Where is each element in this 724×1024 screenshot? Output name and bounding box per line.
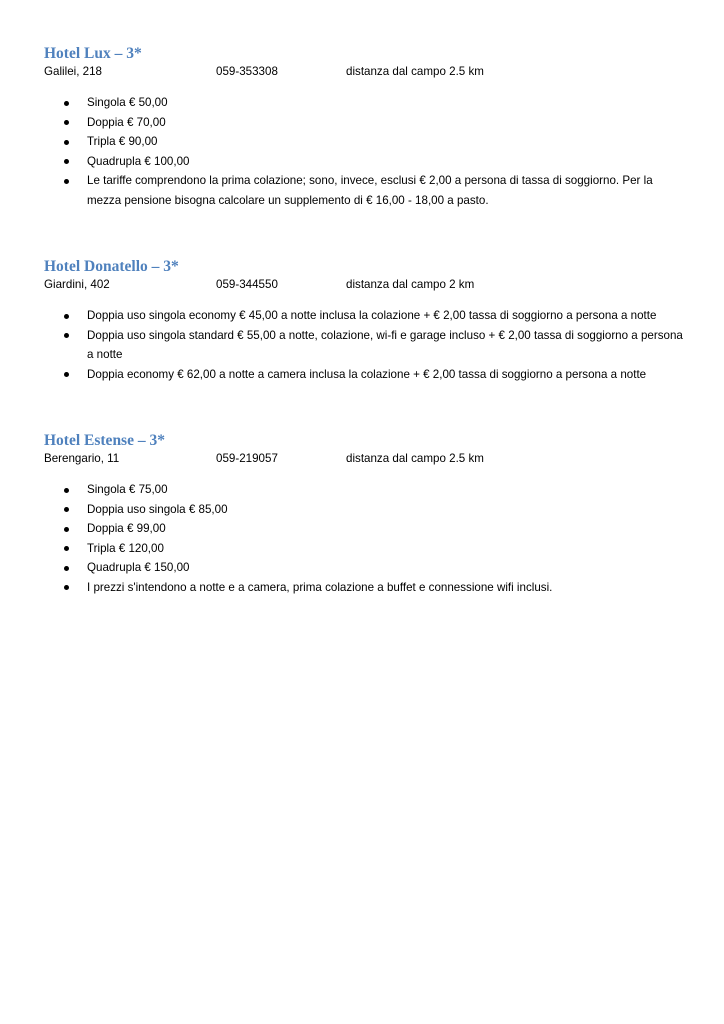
section-spacer bbox=[44, 210, 684, 253]
list-item-text: Doppia economy € 62,00 a notte a camera inclusa la colazione + € 2,00 tassa di soggiorno a persona a notte bbox=[87, 367, 647, 381]
hotel-distance: distanza dal campo 2 km bbox=[346, 278, 475, 291]
hotel-info-row bbox=[44, 277, 684, 293]
hotel-section-lux bbox=[44, 40, 684, 210]
bullet-icon bbox=[64, 179, 69, 184]
list-item-text: Quadrupla € 150,00 bbox=[87, 561, 190, 574]
bullet-icon bbox=[64, 159, 69, 164]
hotel-title: Hotel Lux – 3* bbox=[44, 45, 142, 62]
bullet-icon bbox=[64, 333, 69, 338]
list-item bbox=[44, 171, 684, 210]
list-item bbox=[44, 539, 684, 559]
hotel-section-donatello bbox=[44, 253, 684, 384]
list-item-text: I prezzi s'intendono a notte e a camera, prima colazione a buffet e connessione wifi inclusi. bbox=[87, 580, 553, 594]
hotel-title: Hotel Estense – 3* bbox=[44, 432, 165, 449]
hotel-title: Hotel Donatello – 3* bbox=[44, 258, 179, 275]
list-item bbox=[44, 500, 684, 520]
list-item-text: Doppia € 99,00 bbox=[87, 522, 166, 535]
section-spacer bbox=[44, 384, 684, 427]
list-item-text: Doppia uso singola economy € 45,00 a notte inclusa la colazione + € 2,00 tassa di soggiorno a persona a notte bbox=[87, 309, 657, 322]
list-item-text: Singola € 50,00 bbox=[87, 96, 168, 109]
list-item bbox=[44, 558, 684, 578]
list-item-text: Le tariffe comprendono la prima colazione; sono, invece, esclusi € 2,00 a persona di tassa di soggiorno. Per la mezza pensione bisogna calcolare un supplemento di € 16,00 - 18,00 a pasto. bbox=[87, 174, 653, 207]
list-item bbox=[44, 519, 684, 539]
bullet-icon bbox=[64, 585, 69, 590]
bullet-icon bbox=[64, 372, 69, 377]
list-item-text: Tripla € 90,00 bbox=[87, 135, 158, 148]
list-item bbox=[44, 578, 684, 598]
bullet-icon bbox=[64, 140, 69, 145]
bullet-icon bbox=[64, 527, 69, 532]
bullet-icon bbox=[64, 546, 69, 551]
list-item bbox=[44, 306, 684, 326]
list-item-text: Doppia uso singola € 85,00 bbox=[87, 502, 228, 516]
hotel-section-estense bbox=[44, 427, 684, 597]
price-list bbox=[44, 480, 684, 597]
hotel-address: Giardini, 402 bbox=[44, 278, 110, 291]
price-list bbox=[44, 93, 684, 210]
bullet-icon bbox=[64, 314, 69, 319]
hotel-distance: distanza dal campo 2.5 km bbox=[346, 65, 484, 78]
list-item bbox=[44, 93, 684, 113]
list-item-text: Doppia € 70,00 bbox=[87, 115, 166, 129]
hotel-address: Galilei, 218 bbox=[44, 65, 103, 78]
list-item bbox=[44, 480, 684, 500]
bullet-icon bbox=[64, 507, 69, 512]
bullet-icon bbox=[64, 120, 69, 125]
hotel-info-row bbox=[44, 451, 684, 467]
bullet-icon bbox=[64, 566, 69, 571]
list-item-text: Singola € 75,00 bbox=[87, 483, 168, 496]
hotel-phone: 059-344550 bbox=[216, 278, 278, 291]
hotel-info-row bbox=[44, 64, 684, 80]
hotel-distance: distanza dal campo 2.5 km bbox=[346, 452, 484, 465]
list-item bbox=[44, 326, 684, 365]
bullet-icon bbox=[64, 101, 69, 106]
bullet-icon bbox=[64, 488, 69, 493]
list-item-text: Tripla € 120,00 bbox=[87, 541, 164, 555]
hotel-phone: 059-219057 bbox=[216, 452, 278, 465]
list-item bbox=[44, 365, 684, 385]
hotel-address: Berengario, 11 bbox=[44, 452, 120, 465]
hotel-phone: 059-353308 bbox=[216, 65, 278, 78]
list-item bbox=[44, 113, 684, 133]
list-item-text: Quadrupla € 100,00 bbox=[87, 154, 190, 168]
document-page bbox=[44, 40, 684, 597]
price-list bbox=[44, 306, 684, 384]
list-item bbox=[44, 152, 684, 172]
list-item bbox=[44, 132, 684, 152]
list-item-text: Doppia uso singola standard € 55,00 a notte, colazione, wi-fi e garage incluso + € 2,00 tassa di soggiorno a persona a notte bbox=[87, 328, 683, 361]
